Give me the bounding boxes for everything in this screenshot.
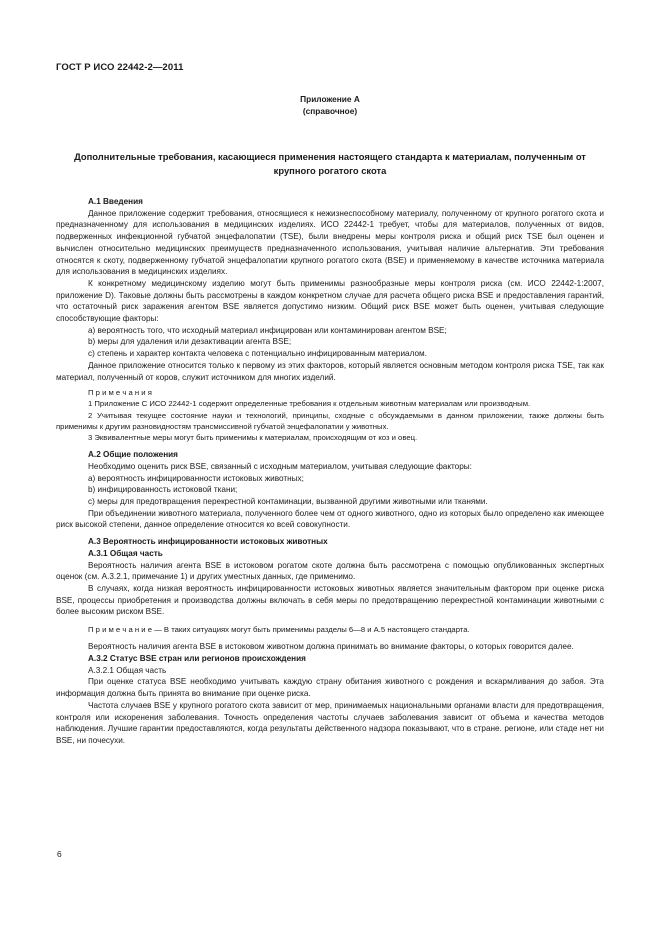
paragraph: При объединении животного материала, полученного более чем от одного животного, одно из которых было определено как имеющее риск высокой степени, данное определение относится ко всей совокупности. [56,508,604,530]
paragraph: В случаях, когда низкая вероятность инфицированности истоковых животных является значительным фактором при оценке риска BSE, процессы приобретения и производства должны включать в себя меры по предотвращению перекрестной контаминации животными с более высоким риском BSE. [56,584,604,617]
note-2: 2 Учитывая текущее состояние науки и технологий, принципы, сходные с обсуждаемыми в данном приложении, также должны быть применимы к другим разновидностям трансмиссивной губчатой энцефалопатии у животных. [56,410,604,431]
paragraph: Вероятность наличия агента BSE в истоковом животном должна принимать во внимание факторы, о которых говорится далее. [88,642,574,652]
paragraph: Необходимо оценить риск BSE, связанный с исходным материалом, учитывая следующие факторы: [88,461,472,471]
note-1: 1 Приложение С ИСО 22442-1 содержит определенные требования к отдельным животным материалам или производным. [88,399,531,409]
section-a321-heading: А.3.2.1 Общая часть [88,665,167,675]
notes-block [56,387,604,443]
appendix-label: Приложение А [300,94,360,104]
list-item-a: a) вероятность инфицированности истоковых животных; [88,473,304,483]
section-a2-heading: А.2 Общие положения [88,450,178,460]
list-item-b: b) меры для удаления или дезактивации агента BSE; [88,337,292,347]
appendix-header [56,94,604,117]
paragraph: Частота случаев BSE у крупного рогатого скота зависит от мер, принимаемых национальными органами власти для предотвращения, контроля или искоренения заболевания. Точность определения частоты случаев заболевания зависит от объема и качества методов наблюдения. Лучшие гарантии предоставляются, когда результаты действенного надзора показывают, что в стране. регионе, или стаде нет ни BSE, ни почесухи. [56,700,604,745]
appendix-kind: (справочное) [302,105,358,116]
notes-label: П р и м е ч а н и я [88,388,152,398]
page-number: 6 [57,849,62,859]
section-a1-heading: А.1 Введения [88,197,143,206]
section-a32-heading: А.3.2 Статус BSE стран или регионов происхождения [88,654,306,664]
section-a3-heading: А.3 Вероятность инфицированности истоковых животных [88,537,328,547]
list-item-a: a) вероятность того, что исходный материал инфицирован или контаминирован агентом BSE; [88,325,447,335]
appendix-title: Дополнительные требования, касающиеся применения настоящего стандарта к материалам, полученным от крупного рогатого скота [74,151,586,176]
paragraph: Данное приложение относится только к первому из этих факторов, который является основным методом контроля риска TSE, так как материал, полученный от коров, служит источником для многих изделий. [56,360,604,382]
list-item-c: c) степень и характер контакта человека с потенциально инфицированным материалом. [88,349,427,359]
list-item-c: c) меры для предотвращения перекрестной контаминации, вызванной другими животными или тканями. [88,497,488,507]
note-inline: П р и м е ч а н и е — В таких ситуациях могут быть применимы разделы 6—8 и А.5 настоящего стандарта. [88,625,470,635]
list-item-b: b) инфицированность истоковой ткани; [88,485,238,495]
paragraph: К конкретному медицинскому изделию могут быть применимы разнообразные меры контроля риска (см. ИСО 22442-1:2007, приложение D). Таковые должны быть рассмотрены в каждом конкретном случае для расчета общего риска BSE и предоставления гарантий, что остаточный риск заражения агентом BSE является допустимо низким. Общий риск BSE может быть оценен, учитывая следующие способствующие факторы: [56,278,604,324]
paragraph: При оценке статуса BSE необходимо учитывать каждую страну обитания животного с рождения и вскармливания до забоя. Эта информация должна быть принята во внимание при оценке риска. [56,677,604,699]
section-a31-heading: А.3.1 Общая часть [88,548,163,558]
note-3: 3 Эквивалентные меры могут быть применимы к материалам, происходящим от коз и овец. [88,433,418,443]
paragraph: Вероятность наличия агента BSE в истоковом рогатом скоте должна быть рассмотрена с помощью опубликованных экспертных оценок (см. А.3.2.1, примечание 1) и других уместных данных, где применимо. [56,560,604,582]
paragraph: Данное приложение содержит требования, относящиеся к нежизнеспособному материалу, полученному от крупного рогатого скота и предназначенному для использования в медицинских изделиях. ИСО 22442-1 требует, чтобы для материалов, полученных от видов, подверженных инфекционной губчатой энцефалопатии (TSE), были внедрены меры контроля риска и общий риск TSE был оценен и вычислен относительно медицинских преимуществ предназначенного использования, учитывая наличие альтернатив. Эти требования относятся к скоту, подверженному губчатой энцефалопатии крупного рогатого скота (BSE) и применяемому в качестве источника материала для использования в медицинских изделиях. [56,208,604,277]
standard-code: ГОСТ Р ИСО 22442-2—2011 [56,62,184,73]
